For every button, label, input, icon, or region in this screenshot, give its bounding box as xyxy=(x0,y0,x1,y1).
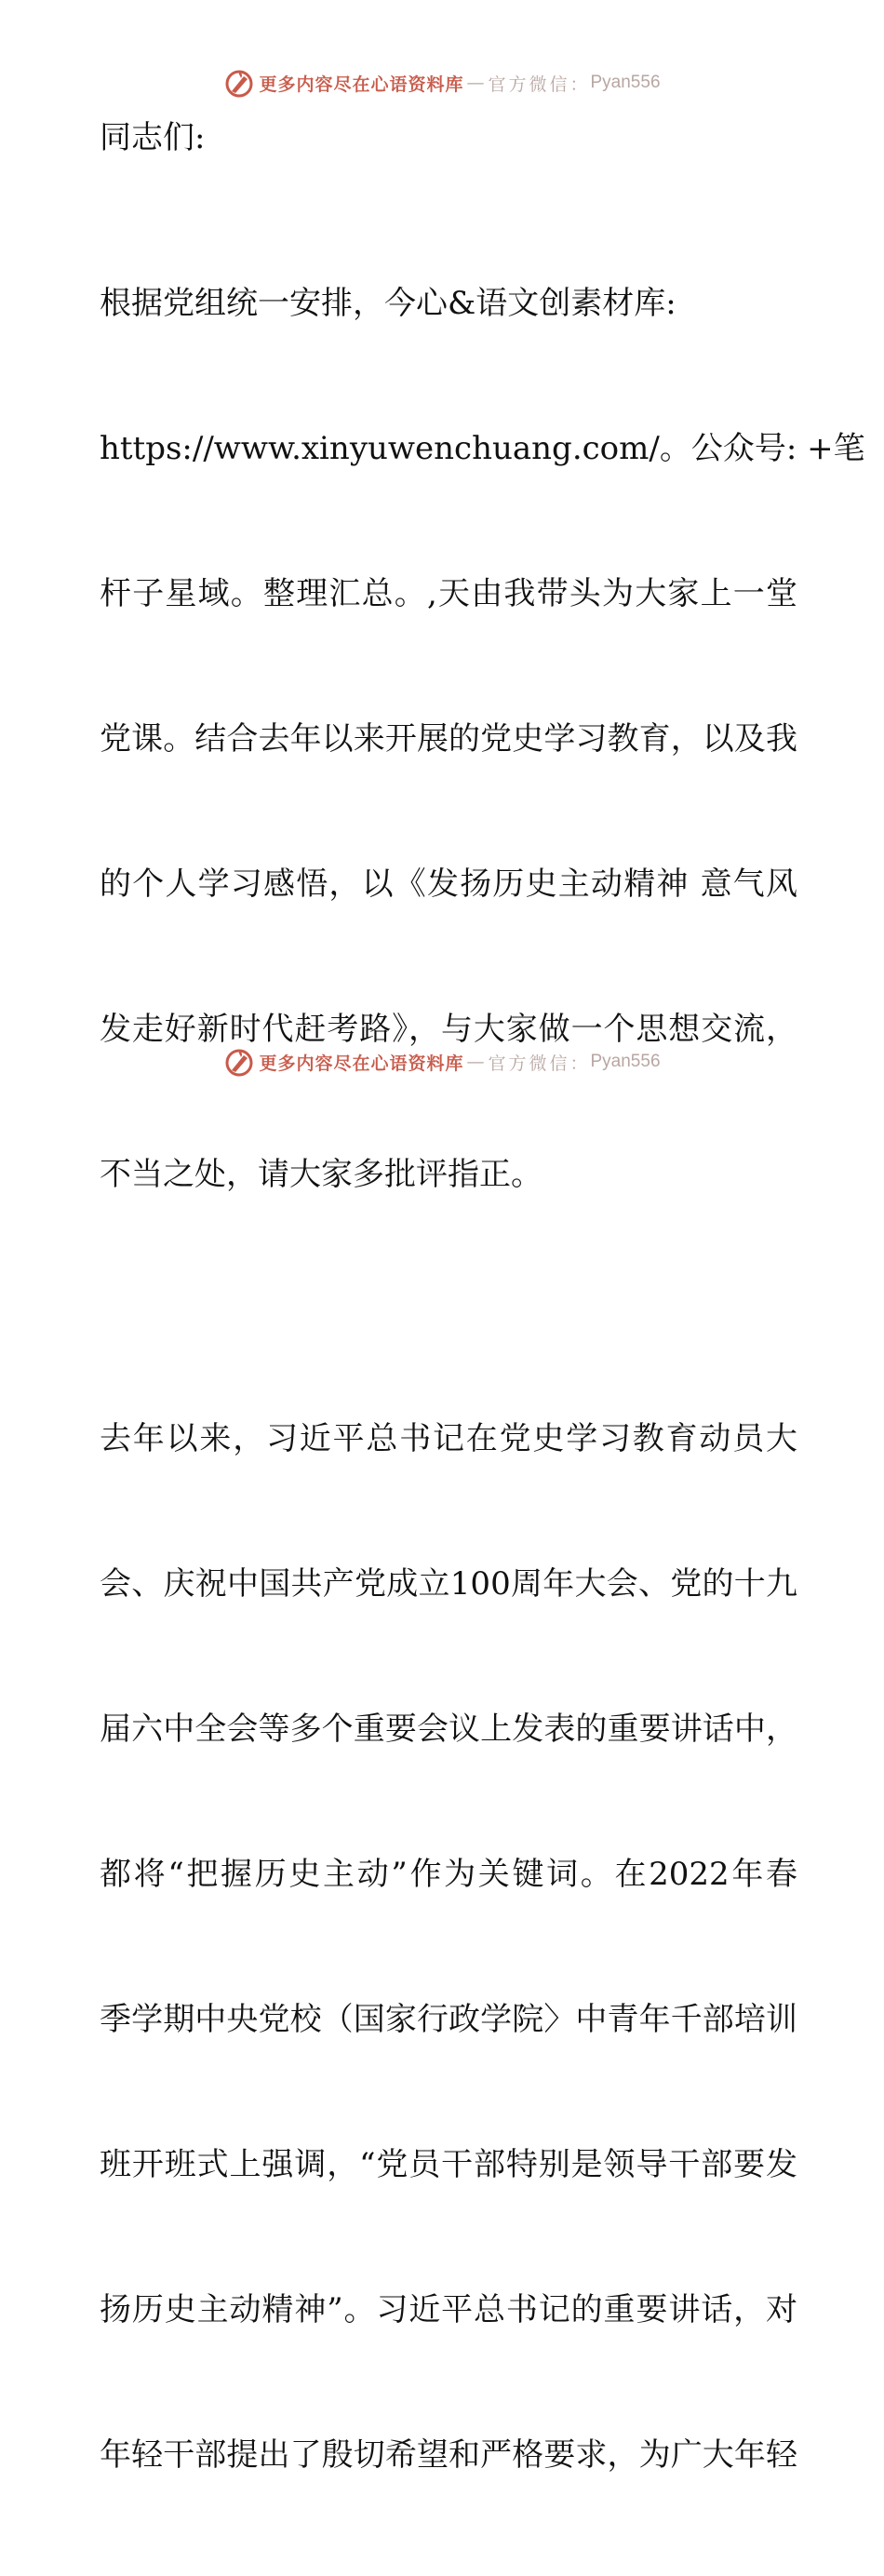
watermark-brand: 更多内容尽在心语资料库 xyxy=(259,74,464,95)
paragraph-line: 年轻干部提出了殷切希望和严格要求，为广大年轻 xyxy=(100,2436,797,2474)
watermark-brand: 更多内容尽在心语资料库 xyxy=(259,1053,464,1074)
paragraph-line: 会、庆祝中国共产党成立100周年大会、党的十九 xyxy=(100,1565,797,1603)
watermark-wechat-id: Pyan556 xyxy=(590,1052,661,1071)
paragraph-1 xyxy=(90,182,865,1295)
paragraph-line: 届六中全会等多个重要会议上发表的重要讲话中， xyxy=(100,1711,797,1748)
paragraph-line: 去年以来，习近平总书记在党史学习教育动员大 xyxy=(100,1420,797,1457)
watermark-official-label: 官方微信： xyxy=(488,1053,591,1074)
paragraph-line: 扬历史主动精神”。习近平总书记的重要讲话，对 xyxy=(100,2291,797,2328)
watermark-separator: — xyxy=(466,73,486,93)
paragraph-line: 发走好新时代赶考路》，与大家做一个思想交流， xyxy=(100,1011,797,1048)
paragraph-line: 杆子星域。整理汇总。,天由我带头为大家上一堂 xyxy=(100,575,797,612)
paragraph-line: 季学期中央党校（国家行政学院〉中青年千部培训 xyxy=(100,2001,797,2038)
paragraph-line: https://www.xinyuwenchuang.com/。公众号: +笔 xyxy=(100,430,865,467)
paragraph-line: 根据党组统一安排，今心&语文创素材库: xyxy=(100,285,676,322)
greeting: 同志们: xyxy=(100,119,206,156)
watermark-official-label: 官方微信： xyxy=(488,74,591,95)
document-body xyxy=(90,114,865,2576)
paragraph-line: 党课。结合去年以来开展的党史学习教育，以及我 xyxy=(100,720,797,758)
footer-watermark xyxy=(0,1046,884,1078)
paragraph-line: 班开班式上强调，“党员干部特别是领导干部要发 xyxy=(100,2146,797,2183)
watermark-separator: — xyxy=(466,1052,486,1072)
header-watermark xyxy=(0,67,884,99)
flame-pen-logo-icon xyxy=(223,1046,255,1078)
paragraph-line: 的个人学习感悟，以《发扬历史主动精神 意气风 xyxy=(100,865,797,903)
watermark-wechat-id: Pyan556 xyxy=(590,73,661,92)
paragraph-line: 不当之处，请大家多批评指正。 xyxy=(100,1156,542,1193)
flame-pen-logo-icon xyxy=(223,67,255,99)
paragraph-2 xyxy=(90,1318,797,2576)
paragraph-line: 都将“把握历史主动”作为关键词。在2022年春 xyxy=(100,1856,797,1893)
